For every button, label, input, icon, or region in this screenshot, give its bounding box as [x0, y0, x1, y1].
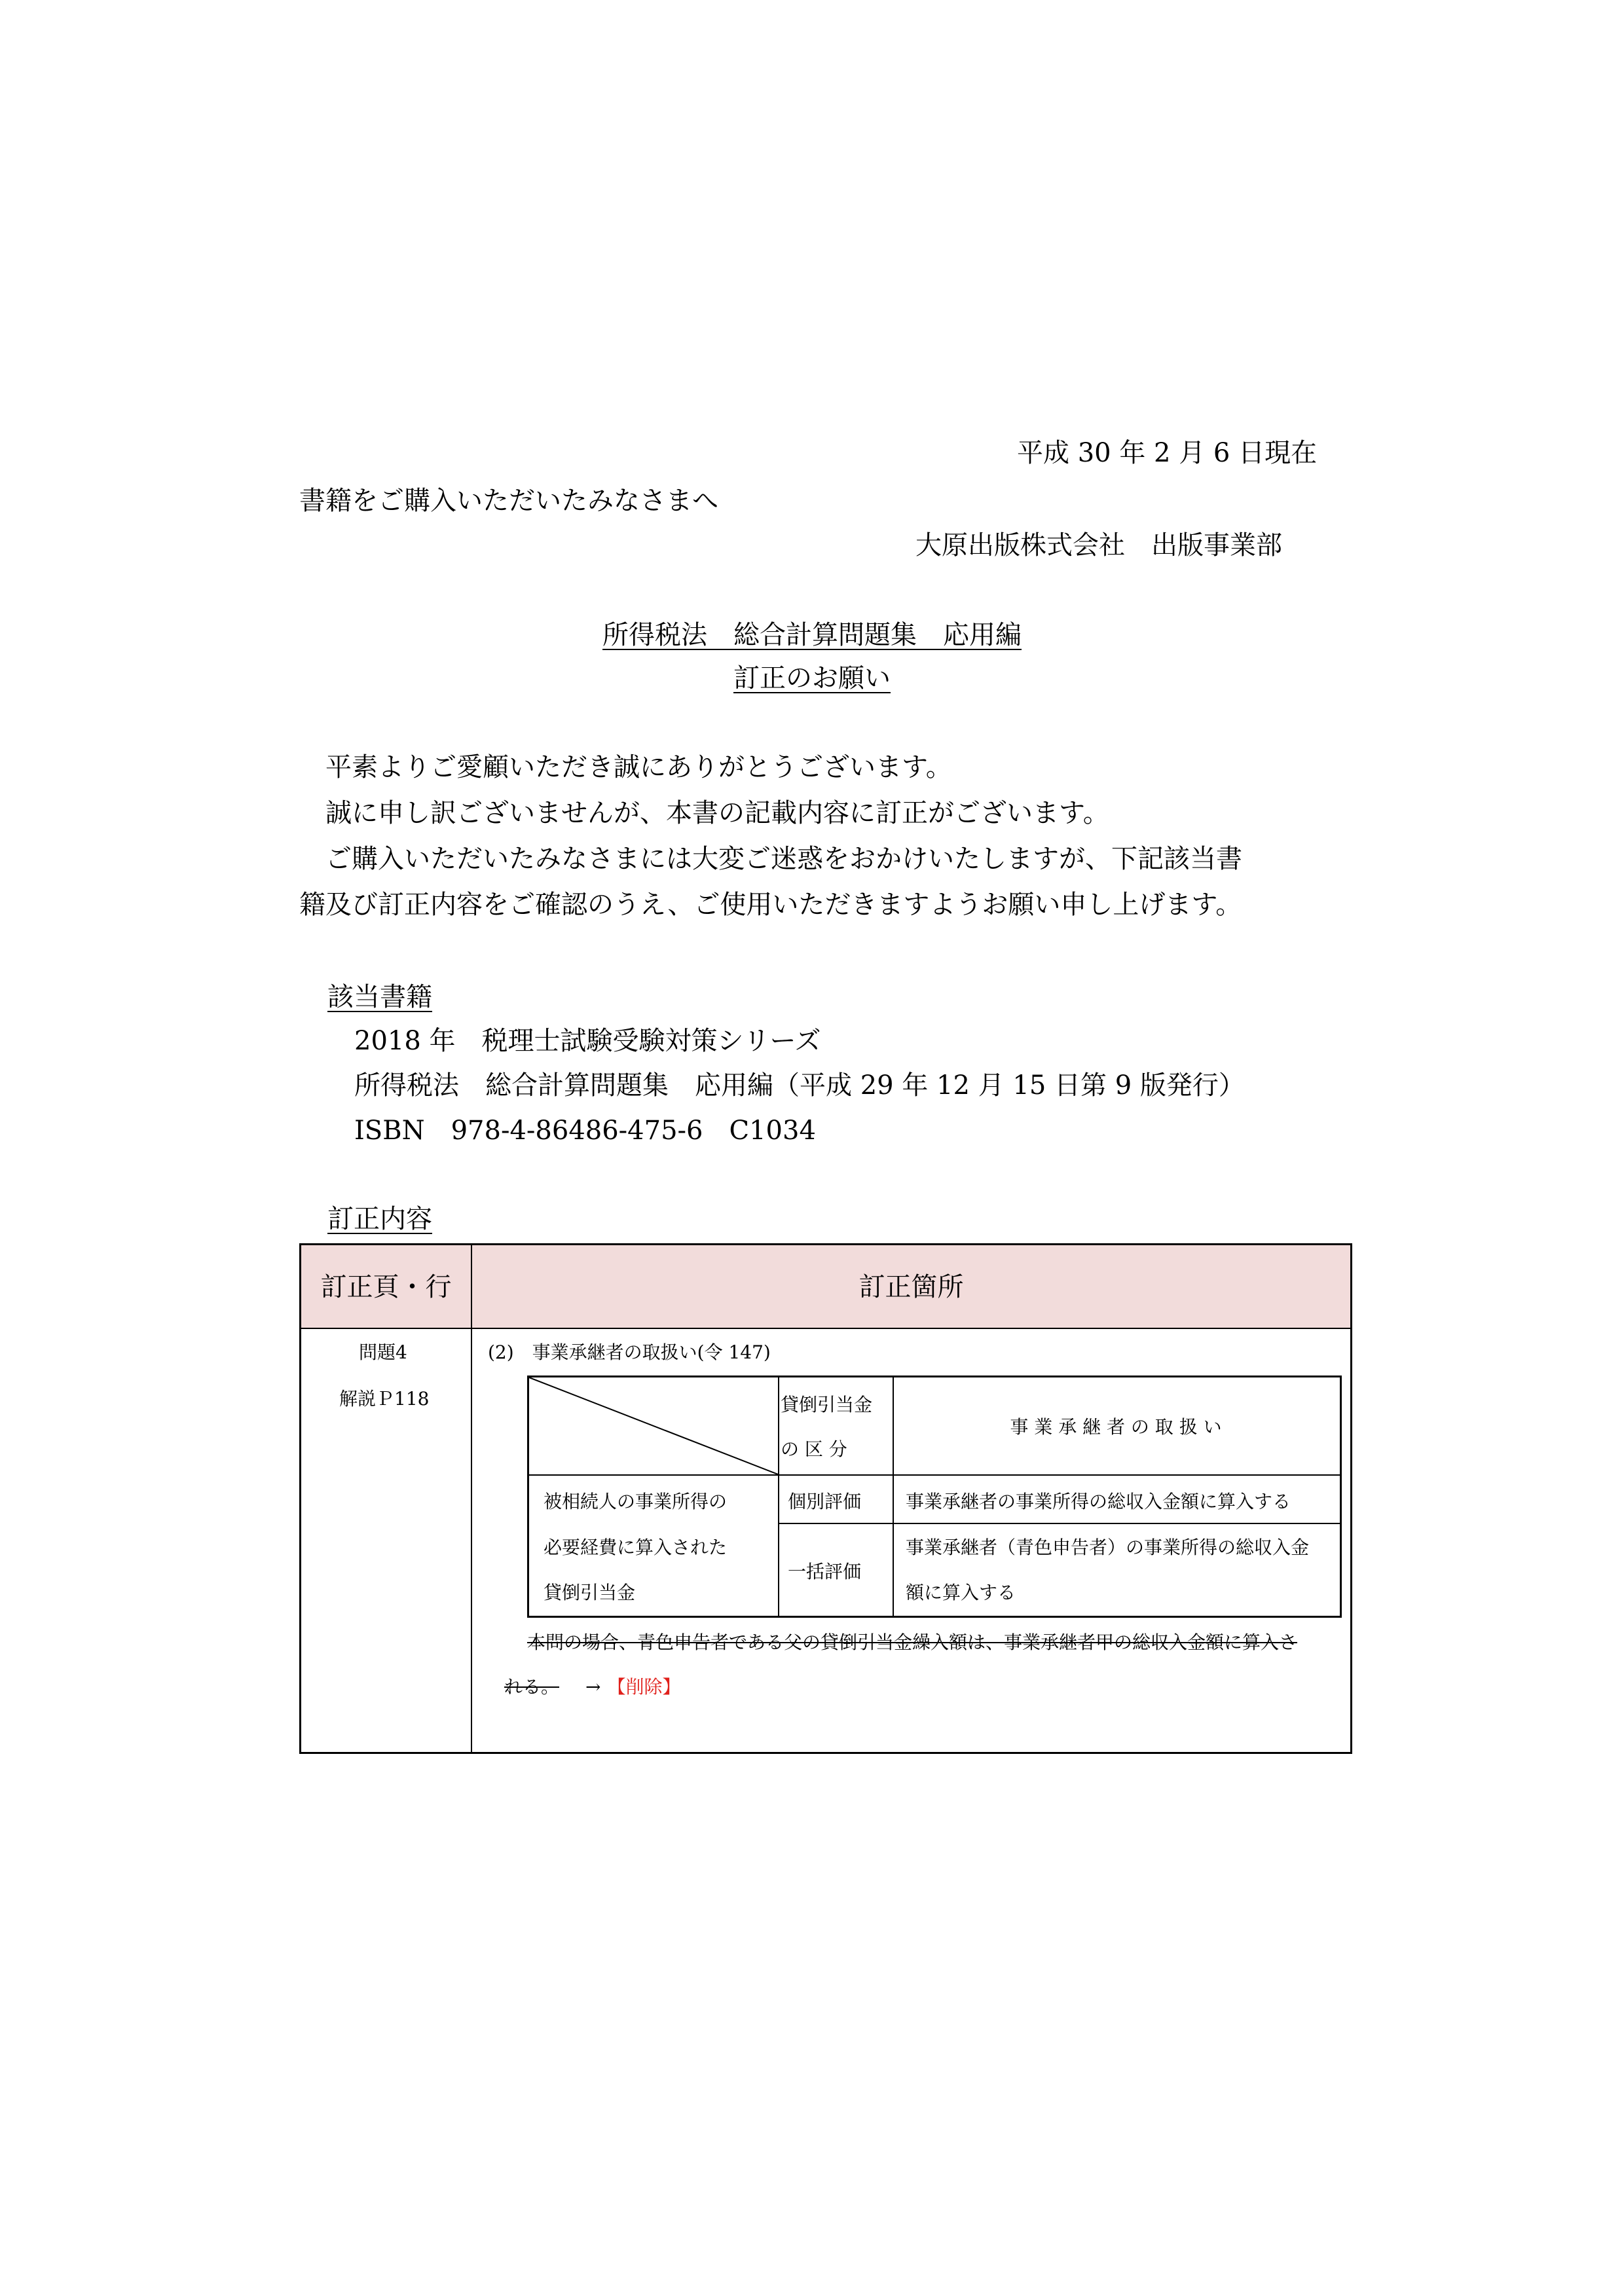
col-header-correction-place: 訂正箇所 — [858, 1272, 964, 1302]
location-problem: 問題4 — [359, 1341, 407, 1363]
book-line: 2018 年 税理士試験受験対策シリーズ — [354, 1026, 821, 1056]
kubun-header-line2: の 区 分 — [781, 1438, 847, 1460]
row2-kubun: 一括評価 — [788, 1561, 862, 1582]
treatment-header: 事 業 承 継 者 の 取 扱 い — [1010, 1416, 1222, 1438]
intro-line: ご購入いただいたみなさまには大変ご迷惑をおかけいたしますが、下記該当書 — [325, 844, 1242, 874]
row1-treatment: 事業承継者の事業所得の総収入金額に算入する — [906, 1491, 1291, 1512]
kubun-header-line1: 貸倒引当金 — [781, 1394, 873, 1415]
addressee: 書籍をご購入いただいたみなさまへ — [299, 486, 718, 516]
book-heading: 該当書籍 — [327, 982, 432, 1012]
title-line1: 所得税法 総合計算問題集 応用編 — [602, 620, 1022, 650]
title-line2: 訂正のお願い — [733, 663, 891, 693]
intro-line: 籍及び訂正内容をご確認のうえ、ご使用いただきますようお願い申し上げます。 — [299, 890, 1242, 920]
row2-treatment-line2: 額に算入する — [906, 1582, 1016, 1603]
diagonal-line — [529, 1377, 778, 1476]
isbn-line: ISBN 978-4-86486-475-6 C1034 — [354, 1116, 816, 1146]
deleted-text-line2-group — [504, 1678, 681, 1696]
row1-kubun: 個別評価 — [788, 1491, 862, 1512]
item-heading: (2) 事業承継者の取扱い(令 147) — [488, 1341, 771, 1363]
col-header-page-line: 訂正頁・行 — [320, 1272, 452, 1302]
intro-line: 誠に申し訳ございませんが、本書の記載内容に訂正がございます。 — [325, 798, 1109, 828]
date-line: 平成 30 年 2 月 6 日現在 — [1017, 438, 1318, 468]
location-page: 解説Ｐ118 — [339, 1388, 430, 1410]
arrow: → — [585, 1676, 601, 1698]
book-line: 所得税法 総合計算問題集 応用編（平成 29 年 12 月 15 日第 9 版発行） — [354, 1070, 1245, 1101]
deleted-text-line1: 本問の場合、青色申告者である父の貸倒引当金繰入額は、事業承継者甲の総収入金額に算入さ — [527, 1631, 1298, 1653]
sender: 大原出版株式会社 出版事業部 — [915, 530, 1282, 560]
deleted-text-line2: れる。 — [504, 1676, 560, 1698]
row-label-line: 被相続人の事業所得の — [544, 1491, 728, 1512]
correction-heading: 訂正内容 — [327, 1204, 432, 1234]
intro-line: 平素よりご愛顧いただき誠にありがとうございます。 — [325, 752, 952, 782]
delete-mark: 【削除】 — [607, 1676, 681, 1698]
row-label-line: 必要経費に算入された — [544, 1537, 728, 1558]
row2-treatment-line1: 事業承継者（青色申告者）の事業所得の総収入金 — [906, 1537, 1310, 1558]
row-label-line: 貸倒引当金 — [544, 1582, 636, 1603]
